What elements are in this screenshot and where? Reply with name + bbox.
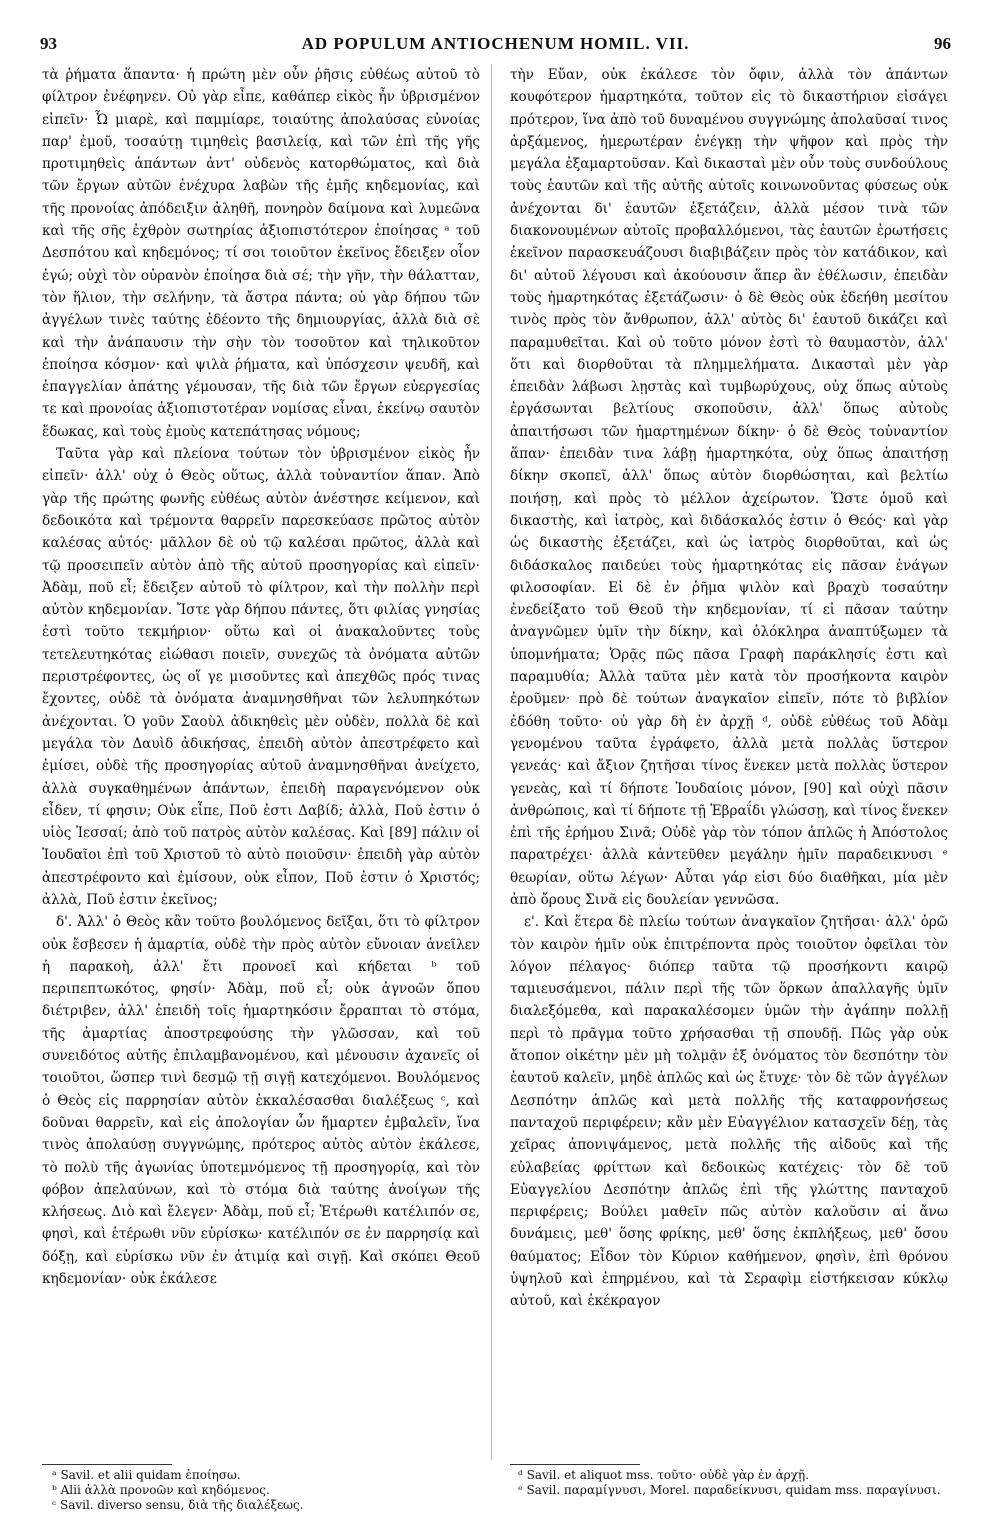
footnote: ᵉ Savil. παραμίγνυσι, Morel. παραδείκνυσι, quidam mss. παραγίνυσι. bbox=[518, 1483, 941, 1497]
footnote-rule bbox=[510, 1464, 640, 1465]
running-header bbox=[40, 34, 951, 58]
right-text-column bbox=[510, 64, 948, 1460]
footnotes-left bbox=[52, 1468, 492, 1513]
page-number-left: 93 bbox=[40, 34, 57, 53]
footnote: ᵈ Savil. et aliquot mss. τοῦτο· οὐδὲ γὰρ ἐν ἀρχῇ. bbox=[518, 1468, 810, 1482]
footnotes-right bbox=[518, 1468, 958, 1498]
paragraph: Ταῦτα γὰρ καὶ πλείονα τούτων τὸν ὑβρισμένον εἰκὸς ἦν εἰπεῖν· ἀλλ' οὐχ ὁ Θεὸς οὕτως, ἀλλὰ τοὐναντίον ἅπαν. Ἀπὸ γὰρ τῆς πρώτης φωνῆς εὐθέως αὐτὸν ἀνέστησε κείμενον, καὶ δεδοικότα καὶ τρέμοντα θαρρεῖν παρεσκεύασε πρῶτος αὐτὸν καλέσας αὐτός· μᾶλλον δὲ οὐ τῷ καλέσαι πρῶτος, ἀλλὰ καὶ τῷ προσειπεῖν αὐτὸν ἀπὸ τῆς αὐτοῦ προσηγορίας καὶ εἰπεῖν· Ἀδὰμ, ποῦ εἶ; ἔδειξεν αὐτοῦ τὸ φίλτρον, καὶ τὴν πολλὴν περὶ αὐτὸν κηδεμονίαν. Ἴστε γὰρ δήπου πάντες, ὅτι φιλίας γνησίας ἐστὶ τοῦτο τεκμήριον· οὕτω καὶ οἱ ἀνακαλοῦντες τοὺς τετελευτηκότας εἰώθασι ποιεῖν, συνεχῶς τὰ ὀνόματα αὐτῶν περιστρέφοντες, ὡς οἵ γε μισοῦντες καὶ ἀπεχθῶς πρός τινας ἔχοντες, οὐδὲ τὰ ὀνόματα ἀναμνησθῆναι τῶν λελυπηκότων ἀνέχονται. Ὁ γοῦν Σαοὺλ ἀδικηθεὶς μὲν οὐδὲν, πολλὰ δὲ καὶ μεγάλα τὸν Δαυὶδ ἀδικήσας, ἐπειδὴ αὐτὸν ἀπεστρέφετο καὶ ἐμίσει, οὐδὲ τῆς προσηγορίας αὐτοῦ ἀναμνησθῆναι ἀνείχετο, ἀλλὰ συγκαθημένων ἁπάντων, ἐπειδὴ παραγενόμενον οὐκ εἶδεν, τί φησιν; Οὐκ εἶπε, Ποῦ ἐστι Δαβίδ; ἀλλὰ, Ποῦ ἐστιν ὁ υἱὸς Ἰεσσαί; ἀπὸ τοῦ πατρὸς αὐτὸν καλέσας. Καὶ [89] πάλιν οἱ Ἰουδαῖοι ἐπὶ τοῦ Χριστοῦ τὸ αὐτὸ ποιοῦσιν· ἐπειδὴ γὰρ αὐτὸν ἀπεστρέφοντο καὶ ἐμίσουν, οὐκ εἶπον, Ποῦ ἐστιν ὁ Χριστός; ἀλλὰ, Ποῦ ἐστιν ἐκεῖνος; bbox=[42, 446, 480, 908]
left-text-column bbox=[42, 64, 480, 1460]
footnote: ᵃ Savil. et alii quidam ἐποίησω. bbox=[52, 1468, 241, 1482]
footnote: ᵇ Alii ἀλλὰ προνοῶν καὶ κηδόμενος. bbox=[52, 1483, 270, 1497]
paragraph: τὴν Εὔαν, οὐκ ἐκάλεσε τὸν ὄφιν, ἀλλὰ τὸν ἁπάντων κουφότερον ἡμαρτηκότα, τοῦτον εἰς τὸ δικαστήριον εἰσάγει πρότερον, ἵνα ἀπὸ τοῦ δυναμένου συγγνώμης ἀπολαῦσαί τινος ἀρξάμενος, ἡμερωτέραν ἐνέγκῃ τὴν ψῆφον καὶ πρὸς τὴν μεγάλα ἐξαμαρτοῦσαν. Καὶ δικασταὶ μὲν οὖν τοὺς συνδούλους τοὺς ἑαυτῶν καὶ τῆς αὐτῆς αὐτοῖς κοινωνοῦντας φύσεως οὐκ ἀνέχονται δι' ἑαυτῶν ἐξετάζειν, ἀλλὰ μέσον τινὰ τῶν διακονουμένων αὐτοῖς προβαλλόμενοι, τὰς ἑαυτῶν ἐρωτήσεις ἐκεῖνον παρασκευάζουσι διαβιβάζειν πρὸς τὸν κατάδικον, καὶ δι' αὐτοῦ λέγουσι καὶ ἀκούουσιν ἅπερ ἂν ἐθέλωσιν, ἐπειδὰν τοὺς ἡμαρτηκότας ἐξετάζωσιν· ὁ δὲ Θεὸς οὐκ ἐδεήθη μεσίτου τινὸς πρὸς τὸν ἄνθρωπον, ἀλλ' αὐτὸς δι' ἑαυτοῦ δικάζει καὶ παραμυθεῖται. Καὶ οὐ τοῦτο μόνον ἐστὶ τὸ θαυμαστὸν, ἀλλ' ὅτι καὶ διορθοῦται τὰ πλημμελήματα. Δικασταὶ μὲν γὰρ ἐπειδὰν λάβωσι λῃστὰς καὶ τυμβωρύχους, οὐχ ὅπως αὐτοὺς ἐργάσωνται βελτίους σκοποῦσιν, ἀλλ' ὅπως αὐτοὺς ἀπαιτήσωσι τῶν ἡμαρτημένων δίκην· ὁ δὲ Θεὸς τοὐναντίον ἅπαν· ἐπειδὰν τινα λάβῃ ἡμαρτηκότα, οὐχ ὅπως ἀπαιτήσῃ δίκην σκοπεῖ, ἀλλ' ὅπως αὐτὸν διορθώσηται, καὶ βελτίω ποιήσῃ, καὶ πρὸς τὸ μέλλον ἀχείρωτον. Ὥστε ὁμοῦ καὶ δικαστὴς, καὶ ἰατρὸς, καὶ διδάσκαλός ἐστιν ὁ Θεός· καὶ γὰρ ὡς δικαστὴς ἐξετάζει, καὶ ὡς ἰατρὸς διορθοῦται, καὶ ὡς διδάσκαλος παιδεύει τοὺς ἡμαρτηκότας εἰς πᾶσαν ἐνάγων φιλοσοφίαν. Εἰ δὲ ἐν ῥῆμα ψιλὸν καὶ βραχὺ τοσαύτην ἐνεδείξατο τοῦ Θεοῦ τὴν κηδεμονίαν, τί εἰ πᾶσαν ταύτην ἀναγνῶμεν ὑμῖν τὴν δίκην, καὶ ὁλόκληρα ἀναπτύξωμεν τὰ ὑπομνήματα; Ὁρᾷς πῶς πᾶσα Γραφὴ παράκλησίς ἐστι καὶ παραμυθία; Ἀλλὰ ταῦτα μὲν κατὰ τὸν προσήκοντα καιρὸν ἐροῦμεν· πρὸ δὲ τούτων ἀναγκαῖον εἰπεῖν, πότε τὸ βιβλίον ἐδόθη τοῦτο· οὐ γὰρ δὴ ἐν ἀρχῇ ᵈ, οὐδὲ εὐθέως τοῦ Ἀδὰμ γενομένου ταῦτα ἐγράφετο, ἀλλὰ μετὰ πολλὰς ὕστερον γενεάς· καὶ ἄξιον ζητῆσαι τίνος ἕνεκεν μετὰ πολλὰς ὕστερον γενεὰς, καὶ τί δήποτε Ἰουδαίοις μόνον, [90] καὶ οὐχὶ πᾶσιν ἀνθρώποις, καὶ τί δήποτε τῇ Ἑβραΐδι γλώσσῃ, καὶ τίνος ἕνεκεν ἐπὶ τῆς ἐρήμου Σινᾶ; Οὐδὲ γὰρ τὸν τόπον ἁπλῶς ἡ Ἀπόστολος παρατρέχει· ἀλλὰ κἀντεῦθεν μεγάλην ἡμῖν παραδεικνυσι ᵉ θεωρίαν, οὕτω λέγων· Αὗται γάρ εἰσι δύο διαθῆκαι, μία μὲν ἀπὸ ὄρους Σινᾶ εἰς δουλείαν γεννῶσα. bbox=[510, 67, 948, 908]
paragraph: δ'. Ἀλλ' ὁ Θεὸς κἂν τοῦτο βουλόμενος δεῖξαι, ὅτι τὸ φίλτρον οὐκ ἔσβεσεν ἡ ἁμαρτία, οὐδὲ τὴν πρὸς αὐτὸν εὔνοιαν ἀνεῖλεν ἡ παρακοὴ, ἀλλ' ἔτι προνοεῖ καὶ κήδεται ᵇ τοῦ περιπεπτωκότος, φησίν· Ἀδὰμ, ποῦ εἶ; οὐκ ἀγνοῶν ὅπου διέτριβεν, ἀλλ' ἐπειδὴ τοῖς ἡμαρτηκόσιν ἔρραπται τὸ στόμα, τῆς ἁμαρτίας ἀποστρεφούσης τὴν γλῶσσαν, καὶ τοῦ συνειδότος αὐτῆς ἐπιλαμβανομένου, καὶ μένουσιν ἀχανεῖς οἱ τοιοῦτοι, ὥσπερ τινὶ δεσμῷ τῇ σιγῇ κατεχόμενοι. Βουλόμενος ὁ Θεὸς εἰς παρρησίαν αὐτὸν ἐκκαλέσασθαι διαλέξεως ᶜ, καὶ δοῦναι θαρρεῖν, καὶ εἰς ἀπολογίαν ὧν ἥμαρτεν ἐμβαλεῖν, ἵνα τινὸς ἀπολαύσῃ συγγνώμης, πρότερος αὐτὸς αὐτὸν ἐκάλεσε, τὸ πολὺ τῆς ἀγωνίας ὑποτεμνόμενος τῇ προσηγορίᾳ, καὶ τὸν φόβον ἀπελαύνων, καὶ τὸ στόμα διὰ ταύτης ἀνοίγων τῆς κλήσεως. Διὸ καὶ ἔλεγεν· Ἀδὰμ, ποῦ εἶ; Ἑτέρωθι κατέλιπόν σε, φησὶ, καὶ ἑτέρωθι νῦν εὑρίσκω· κατέλιπόν σε ἐν παρρησίᾳ καὶ δόξῃ, καὶ εὑρίσκω νῦν ἐν ἀτιμίᾳ καὶ σιγῇ. Καὶ σκόπει Θεοῦ κηδεμονίαν· οὐκ ἐκάλεσε bbox=[42, 914, 480, 1288]
running-title: AD POPULUM ANTIOCHENUM HOMIL. VII. bbox=[301, 34, 690, 53]
page-number-right: 96 bbox=[934, 34, 951, 53]
footnote-rule bbox=[42, 1464, 172, 1465]
column-divider bbox=[491, 64, 492, 1460]
paragraph: ε'. Καὶ ἕτερα δὲ πλείω τούτων ἀναγκαῖον ζητῆσαι· ἀλλ' ὁρῶ τὸν καιρὸν ἡμῖν οὐκ ἐπιτρέποντα πρὸς τοιοῦτον ὀφεῖλαι τὸν λόγον πέλαγος· διόπερ ταῦτα τῷ προσήκοντι καιρῷ ταμιευσάμενοι, πάλιν περὶ τῆς τῶν ὅρκων ἀπαλλαγῆς ὑμῖν διαλεξόμεθα, καὶ παρακαλέσομεν ὑμῶν τὴν ἀγάπην πολλῇ περὶ τὸ πρᾶγμα τοῦτο χρήσασθαι τῇ σπουδῇ. Πῶς γὰρ οὐκ ἄτοπον οἰκέτην μὲν μὴ τολμᾷν ἐξ ὀνόματος τὸν δεσπότην τὸν ἑαυτοῦ καλεῖν, μηδὲ ἁπλῶς καὶ ὡς ἔτυχε· τὸν δὲ τῶν ἀγγέλων Δεσπότην ἁπλῶς καὶ μετὰ πολλῆς τῆς καταφρονήσεως πανταχοῦ περιφέρειν; κἂν μὲν Εὐαγγέλιον κατασχεῖν δέῃ, τὰς χεῖρας ἀπονιψάμενος, μετὰ πολλῆς τῆς αἰδοῦς καὶ τῆς εὐλαβείας φρίττων καὶ δεδοικὼς κατέχεις· τὸν δὲ τοῦ Εὐαγγελίου Δεσπότην ἁπλῶς ἐπὶ τῆς γλώττης πανταχοῦ περιφέρεις; Βούλει μαθεῖν πῶς αὐτὸν καλοῦσιν αἱ ἄνω δυνάμεις, μεθ' ὅσης φρίκης, μεθ' ὅσης ἐκπλήξεως, μεθ' ὅσου θαύματος; Εἶδον τὸν Κύριον καθήμενον, φησὶν, ἐπὶ θρόνου ὑψηλοῦ καὶ ἐπηρμένου, καὶ τὰ Σεραφὶμ εἱστήκεισαν κύκλῳ αὐτοῦ, καὶ ἐκέκραγον bbox=[510, 914, 948, 1310]
paragraph: τὰ ῥήματα ἅπαντα· ἡ πρώτη μὲν οὖν ῥῆσις εὐθέως αὐτοῦ τὸ φίλτρον ἐνέφηνεν. Οὐ γὰρ εἶπε, καθάπερ εἰκὸς ἦν ὑβρισμένον εἰπεῖν· Ὦ μιαρὲ, καὶ παμμίαρε, τοιαύτης ἀπολαύσας εὐνοίας παρ' ἐμοῦ, τοσαύτῃ τιμηθεὶς βασιλείᾳ, καὶ τῶν ἐπὶ τῆς γῆς προτιμηθεὶς ἁπάντων ἀντ' οὐδενὸς κατορθώματος, καὶ διὰ τῶν ἔργων αὐτῶν ἐνέχυρα λαβὼν τῆς ἐμῆς κηδεμονίας, καὶ τῆς προνοίας ἀπόδειξιν ἀληθῆ, πονηρὸν δαίμονα καὶ λυμεῶνα καὶ τῆς σῆς ἐχθρὸν σωτηρίας ἀξιοπιστότερον ἐποίησας ᵃ τοῦ Δεσπότου καὶ κηδεμόνος; τί σοι τοιοῦτον ἐκεῖνος ἔδειξεν οἷον ἐγώ; οὐχὶ τὸν οὐρανὸν ἐποίησα διὰ σέ; τὴν γῆν, τὴν θάλατταν, τὸν ἥλιον, τὴν σελήνην, τὰ ἄστρα πάντα; οὐ γὰρ δήπου τῶν ἀγγέλων τινὲς ταύτης ἐδέοντο τῆς δημιουργίας, ἀλλὰ διὰ σὲ καὶ τὴν ἀνάπαυσιν τὴν σὴν τὸν τοσοῦτον καὶ τηλικοῦτον ἐποίησα κόσμον· καὶ ψιλὰ ῥήματα, καὶ ὑπόσχεσιν ψευδῆ, καὶ ἐπαγγελίαν ἀπάτης γέμουσαν, τῆς διὰ τῶν ἔργων εὐεργεσίας τε καὶ προνοίας ἀξιοπιστοτέραν νομίσας εἶναι, ἐκείνῳ σαυτὸν ἔδωκας, καὶ τοὺς ἐμοὺς κατεπάτησας νόμους; bbox=[42, 67, 480, 440]
footnote: ᶜ Savil. diverso sensu, διὰ τῆς διαλέξεως. bbox=[52, 1498, 304, 1512]
